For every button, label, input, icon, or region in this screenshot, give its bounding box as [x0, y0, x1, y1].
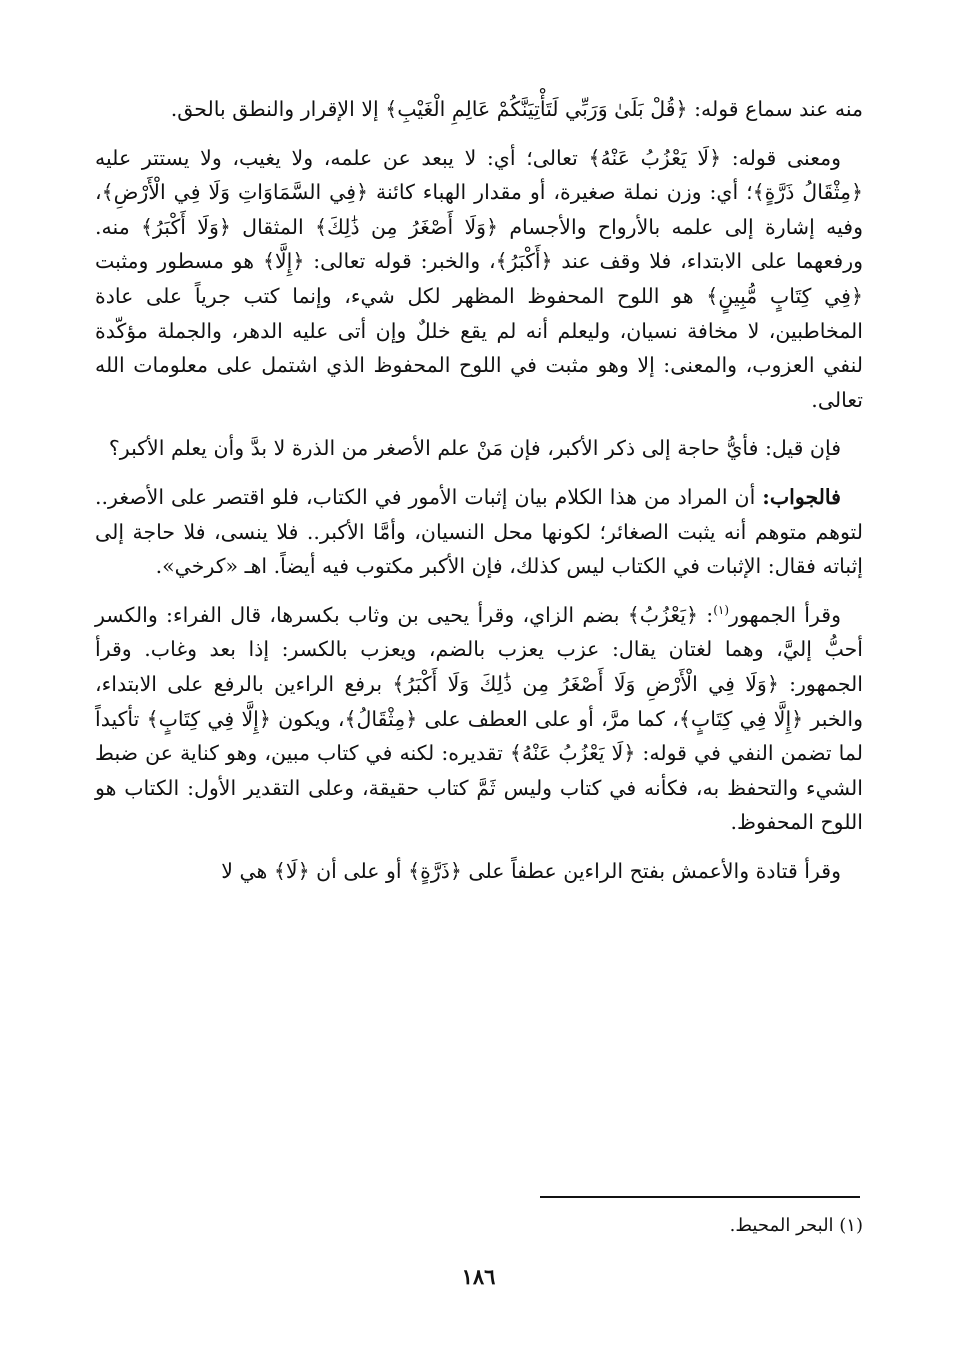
main-text — [95, 92, 863, 902]
paragraph-4-answer — [95, 480, 863, 584]
answer-lead: فالجواب: — [762, 484, 841, 509]
answer-body: أن المراد من هذا الكلام بيان إثبات الأمور في الكتاب، فلو اقتصر على الأصغر.. لتوهم متوهم أنه يثبت الصغائر؛ لكونها محل النسيان، وأمَّا الأكبر.. فلا ينسى، فلا حاجة إلى إثباته فقال: الإثبات في الكتاب ليس كذلك، فإن الأكبر مكتوب فيه أيضاً. اهـ «كرخي». — [95, 484, 863, 579]
paragraph-3-question: فإن قيل: فأيُّ حاجة إلى ذكر الأكبر، فإن مَنْ علم الأصغر من الذرة لا بدَّ وأن يعلم الأكبر؟ — [108, 436, 841, 461]
footnote: (١) البحر المحيط. — [729, 1215, 863, 1236]
footnote-reference[interactable]: (١) — [713, 602, 730, 617]
paragraph-6: وقرأ قتادة والأعمش بفتح الراءين عطفاً على ﴿ذَرَّةٍ﴾ أو على أن ﴿لَا﴾ هي لا — [221, 858, 841, 883]
footnote-divider — [540, 1196, 860, 1198]
reading-body: : ﴿يَعْزُبُ﴾ بضم الزاي، وقرأ يحيى بن وثاب بكسرها، قال الفراء: والكسر أحبُّ إليَّ، وهما لغتان يقال: عزب يعزب بالضم، ويعزب بالكسر: إذا بعد وغاب. وقرأ الجمهور: ﴿وَلَا فِي الْأَرْضِ وَلَا أَصْغَرُ مِن ذَٰلِكَ وَلَا أَكْبَرُ﴾ برفع الراءين بالرفع على الابتداء، والخبر ﴿إِلَّا فِي كِتَابٍ﴾، كما مرَّ، أو على العطف على ﴿مِثْقَالُ﴾، ويكون ﴿إِلَّا فِي كِتَابٍ﴾ تأكيداً لما تضمن النفي في قوله: ﴿لَا يَعْزُبُ عَنْهُ﴾ تقديره: لكنه في كتاب مبين، وهو كناية عن ضبط الشيء والتحفظ به، فكأنه في كتاب وليس ثَمَّ كتاب حقيقة، وعلى التقدير الأول: الكتاب هو اللوح المحفوظ. — [95, 602, 863, 835]
paragraph-5-readings — [95, 598, 863, 840]
paragraph-2: ومعنى قوله: ﴿لَا يَعْزُبُ عَنْهُ﴾ تعالى؛ أي: لا يبعد عن علمه، ولا يغيب، ولا يستتر عليه ﴿مِثْقَالُ ذَرَّةٍ﴾؛ أي: وزن نملة صغيرة، أو مقدار الهباء كائنة ﴿فِي السَّمَاوَاتِ وَلَا فِي الْأَرْضِ﴾، وفيه إشارة إلى علمه بالأرواح والأجسام ﴿وَلَا أَصْغَرُ مِن ذَٰلِكَ﴾ المثقال ﴿وَلَا أَكْبَرُ﴾ منه. ورفعهما على الابتداء، فلا وقف عند ﴿أَكْبَرُ﴾، والخبر: قوله تعالى: ﴿إِلَّا﴾ هو مسطور ومثبت ﴿فِي كِتَابٍ مُّبِينٍ﴾ هو اللوح المحفوظ المظهر لكل شيء، وإنما كتب جرياً على عادة المخاطبين، لا مخافة نسيان، وليعلم أنه لم يقع خللٌ وإن أتى عليه الدهر، والجملة مؤكّدة لنفي العزوب، والمعنى: إلا وهو مثبت في اللوح المحفوظ الذي اشتمل على معلومات الله تعالى. — [95, 145, 863, 412]
reading-lead: وقرأ الجمهور — [729, 602, 841, 627]
paragraph-1: منه عند سماع قوله: ﴿قُلْ بَلَىٰ وَرَبِّي لَتَأْتِيَنَّكُمْ عَالِمِ الْغَيْبِ﴾ إلا الإقرار والنطق بالحق. — [170, 97, 863, 121]
page-number: ١٨٦ — [461, 1264, 496, 1289]
